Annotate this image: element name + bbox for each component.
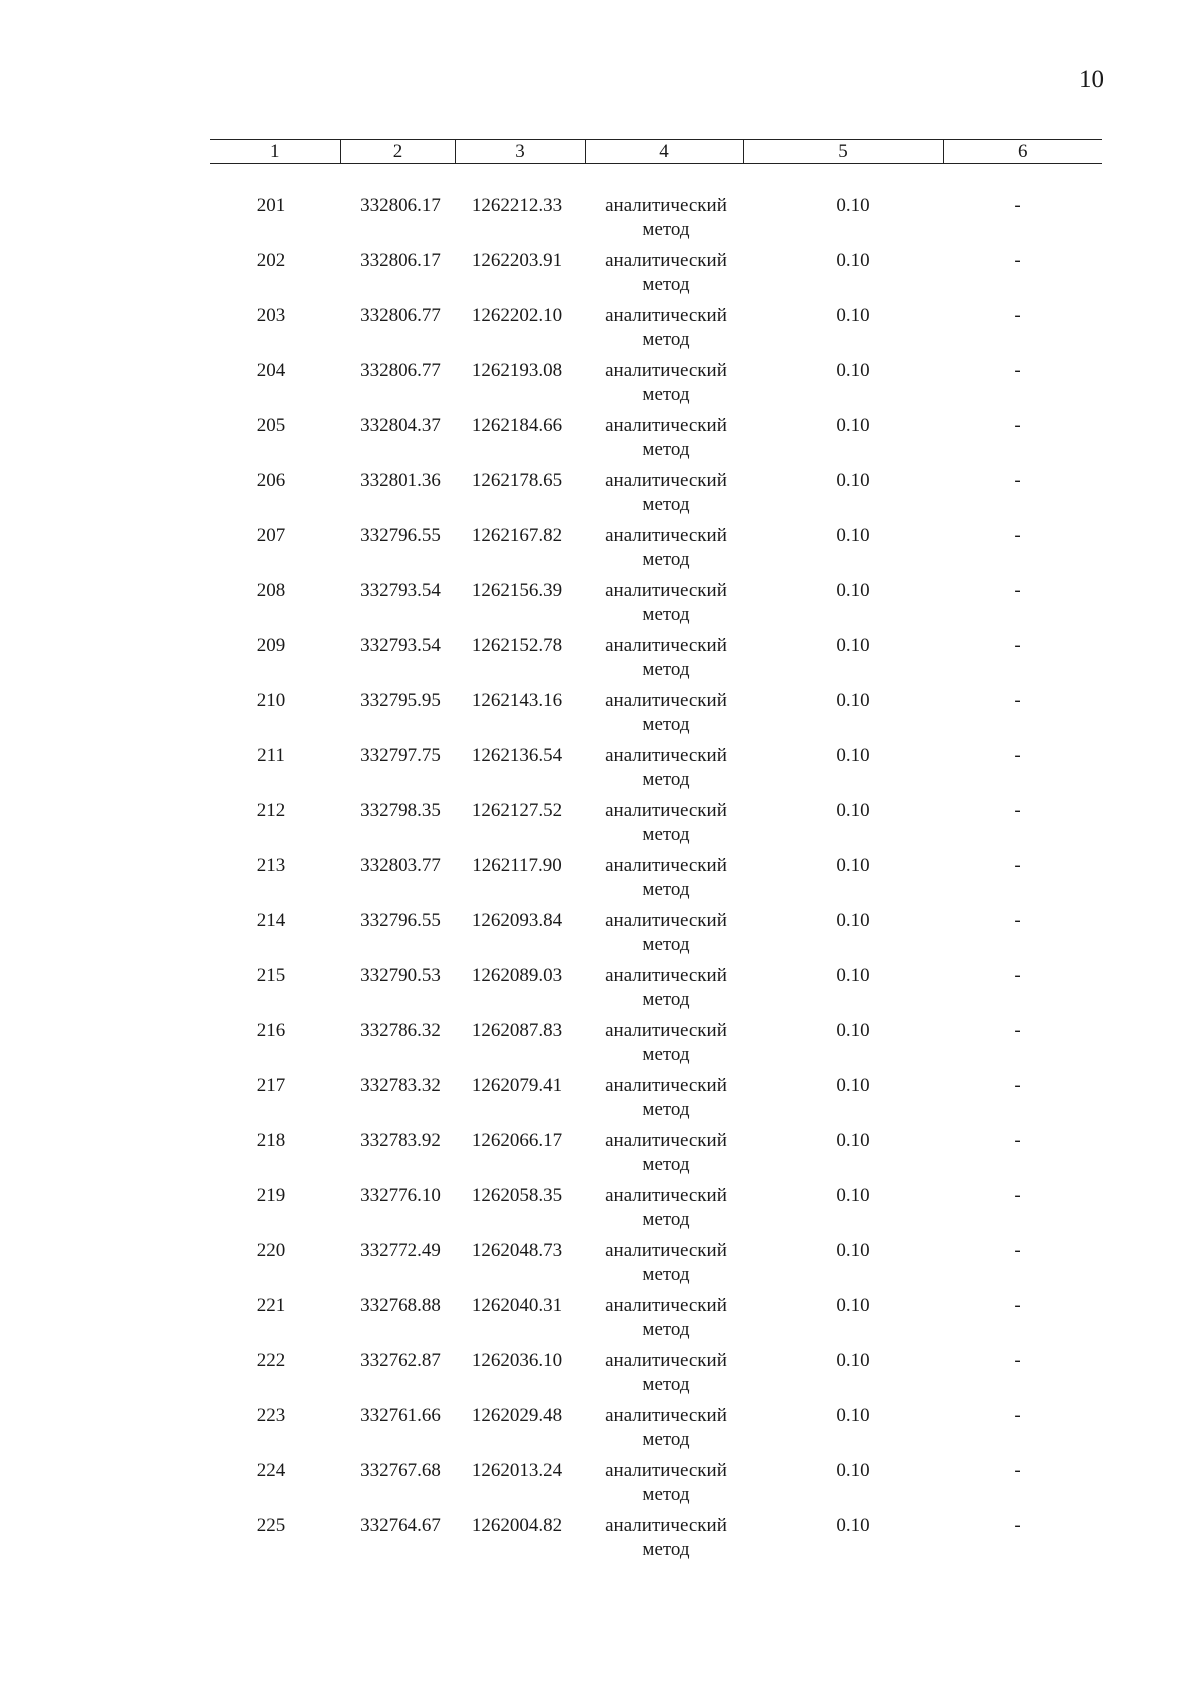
- method-text-line-2: метод: [642, 824, 690, 845]
- note-value: -: [1014, 910, 1021, 931]
- coordinate-y: 1262202.10: [471, 305, 563, 326]
- method-cell: [585, 1349, 743, 1404]
- coordinate-x: 332793.54: [360, 580, 441, 601]
- method-cell: [585, 1184, 743, 1239]
- note-value: -: [1014, 580, 1021, 601]
- column-header-4: 4: [585, 140, 743, 164]
- method-text-line-1: аналитический: [605, 965, 727, 986]
- point-number: 212: [256, 800, 286, 821]
- method-text-line-2: метод: [642, 934, 690, 955]
- table-row: [210, 909, 1102, 964]
- table-row: [210, 744, 1102, 799]
- note-value: -: [1014, 1240, 1021, 1261]
- note-value: -: [1014, 855, 1021, 876]
- coordinate-y: 1262178.65: [471, 470, 563, 491]
- method-text-line-2: метод: [642, 659, 690, 680]
- coordinate-y: 1262048.73: [471, 1240, 563, 1261]
- table-row: [210, 1294, 1102, 1349]
- method-cell: [585, 249, 743, 304]
- method-text-line-2: метод: [642, 439, 690, 460]
- coordinate-y: 1262058.35: [471, 1185, 563, 1206]
- coordinate-y: 1262203.91: [471, 250, 563, 271]
- method-cell: [585, 1294, 743, 1349]
- note-value: -: [1014, 415, 1021, 436]
- coordinate-y: 1262143.16: [471, 690, 563, 711]
- point-number: 220: [256, 1240, 286, 1261]
- method-cell: [585, 1019, 743, 1074]
- coordinate-y: 1262152.78: [471, 635, 563, 656]
- note-value: -: [1014, 745, 1021, 766]
- method-cell: [585, 524, 743, 579]
- method-cell: [585, 854, 743, 909]
- note-value: -: [1014, 1185, 1021, 1206]
- method-text-line-1: аналитический: [605, 525, 727, 546]
- coordinates-table: [210, 139, 1102, 1569]
- coordinate-x: 332806.77: [360, 360, 441, 381]
- point-number: 216: [256, 1020, 286, 1041]
- note-value: -: [1014, 965, 1021, 986]
- method-text-line-2: метод: [642, 1044, 690, 1065]
- method-text-line-2: метод: [642, 604, 690, 625]
- point-number: 208: [256, 580, 286, 601]
- method-text-line-1: аналитический: [605, 195, 727, 216]
- table-row: [210, 799, 1102, 854]
- table-row: [210, 689, 1102, 744]
- method-cell: [585, 1074, 743, 1129]
- method-text-line-1: аналитический: [605, 415, 727, 436]
- coordinate-x: 332790.53: [360, 965, 441, 986]
- accuracy-value: 0.10: [836, 965, 870, 986]
- method-text-line-2: метод: [642, 989, 690, 1010]
- method-cell: [585, 1404, 743, 1459]
- table-row: [210, 1129, 1102, 1184]
- method-text-line-1: аналитический: [605, 1130, 727, 1151]
- coordinate-x: 332776.10: [360, 1185, 441, 1206]
- column-header-5: 5: [743, 140, 943, 164]
- method-text-line-1: аналитический: [605, 1075, 727, 1096]
- note-value: -: [1014, 690, 1021, 711]
- point-number: 206: [256, 470, 286, 491]
- accuracy-value: 0.10: [836, 1460, 870, 1481]
- method-text-line-1: аналитический: [605, 470, 727, 491]
- point-number: 218: [256, 1130, 286, 1151]
- note-value: -: [1014, 1075, 1021, 1096]
- table-row: [210, 854, 1102, 909]
- accuracy-value: 0.10: [836, 195, 870, 216]
- method-cell: [585, 1514, 743, 1569]
- method-cell: [585, 744, 743, 799]
- method-text-line-2: метод: [642, 219, 690, 240]
- method-text-line-1: аналитический: [605, 305, 727, 326]
- accuracy-value: 0.10: [836, 800, 870, 821]
- method-text-line-1: аналитический: [605, 855, 727, 876]
- accuracy-value: 0.10: [836, 1405, 870, 1426]
- method-cell: [585, 414, 743, 469]
- coordinate-y: 1262079.41: [471, 1075, 563, 1096]
- coordinate-y: 1262029.48: [471, 1405, 563, 1426]
- method-text-line-2: метод: [642, 1099, 690, 1120]
- accuracy-value: 0.10: [836, 470, 870, 491]
- coordinate-x: 332806.17: [360, 250, 441, 271]
- point-number: 222: [256, 1350, 286, 1371]
- accuracy-value: 0.10: [836, 855, 870, 876]
- note-value: -: [1014, 800, 1021, 821]
- method-cell: [585, 194, 743, 249]
- coordinate-x: 332806.17: [360, 195, 441, 216]
- method-cell: [585, 579, 743, 634]
- method-text-line-2: метод: [642, 769, 690, 790]
- coordinate-x: 332793.54: [360, 635, 441, 656]
- method-text-line-1: аналитический: [605, 1295, 727, 1316]
- point-number: 209: [256, 635, 286, 656]
- accuracy-value: 0.10: [836, 1020, 870, 1041]
- table-row: [210, 1459, 1102, 1514]
- coordinate-x: 332762.87: [360, 1350, 441, 1371]
- method-text-line-1: аналитический: [605, 1020, 727, 1041]
- accuracy-value: 0.10: [836, 360, 870, 381]
- method-cell: [585, 634, 743, 689]
- accuracy-value: 0.10: [836, 745, 870, 766]
- coordinate-y: 1262167.82: [471, 525, 563, 546]
- accuracy-value: 0.10: [836, 580, 870, 601]
- table-row: [210, 304, 1102, 359]
- method-text-line-2: метод: [642, 1154, 690, 1175]
- table-row: [210, 249, 1102, 304]
- coordinate-x: 332803.77: [360, 855, 441, 876]
- accuracy-value: 0.10: [836, 910, 870, 931]
- method-text-line-2: метод: [642, 1484, 690, 1505]
- table-row: [210, 1074, 1102, 1129]
- accuracy-value: 0.10: [836, 1130, 870, 1151]
- point-number: 207: [256, 525, 286, 546]
- method-text-line-2: метод: [642, 274, 690, 295]
- method-text-line-2: метод: [642, 384, 690, 405]
- table-row: [210, 1404, 1102, 1459]
- coordinate-x: 332783.92: [360, 1130, 441, 1151]
- accuracy-value: 0.10: [836, 1295, 870, 1316]
- method-text-line-1: аналитический: [605, 1350, 727, 1371]
- note-value: -: [1014, 525, 1021, 546]
- table-row: [210, 1019, 1102, 1074]
- accuracy-value: 0.10: [836, 525, 870, 546]
- method-text-line-1: аналитический: [605, 250, 727, 271]
- table-row: [210, 1239, 1102, 1294]
- point-number: 217: [256, 1075, 286, 1096]
- coordinate-y: 1262013.24: [471, 1460, 563, 1481]
- coordinate-y: 1262156.39: [471, 580, 563, 601]
- coordinate-y: 1262040.31: [471, 1295, 563, 1316]
- table-row: [210, 194, 1102, 249]
- coordinate-x: 332801.36: [360, 470, 441, 491]
- table-row: [210, 359, 1102, 414]
- method-cell: [585, 469, 743, 524]
- accuracy-value: 0.10: [836, 1185, 870, 1206]
- column-header-3: 3: [455, 140, 585, 164]
- coordinate-x: 332764.67: [360, 1515, 441, 1536]
- method-text-line-1: аналитический: [605, 360, 727, 381]
- note-value: -: [1014, 360, 1021, 381]
- point-number: 205: [256, 415, 286, 436]
- note-value: -: [1014, 195, 1021, 216]
- method-text-line-1: аналитический: [605, 635, 727, 656]
- method-text-line-1: аналитический: [605, 745, 727, 766]
- note-value: -: [1014, 1130, 1021, 1151]
- method-cell: [585, 909, 743, 964]
- point-number: 211: [257, 745, 285, 766]
- table-header: [210, 140, 1102, 164]
- method-text-line-1: аналитический: [605, 690, 727, 711]
- method-text-line-1: аналитический: [605, 1460, 727, 1481]
- coordinate-x: 332798.35: [360, 800, 441, 821]
- coordinate-y: 1262066.17: [471, 1130, 563, 1151]
- method-text-line-2: метод: [642, 1429, 690, 1450]
- accuracy-value: 0.10: [836, 305, 870, 326]
- method-cell: [585, 1129, 743, 1184]
- table-row: [210, 469, 1102, 524]
- point-number: 215: [256, 965, 286, 986]
- coordinate-y: 1262004.82: [471, 1515, 563, 1536]
- method-text-line-2: метод: [642, 879, 690, 900]
- coordinate-x: 332797.75: [360, 745, 441, 766]
- table-row: [210, 579, 1102, 634]
- method-text-line-2: метод: [642, 549, 690, 570]
- method-text-line-2: метод: [642, 1539, 690, 1560]
- method-text-line-2: метод: [642, 714, 690, 735]
- method-text-line-2: метод: [642, 1374, 690, 1395]
- accuracy-value: 0.10: [836, 250, 870, 271]
- method-cell: [585, 1459, 743, 1514]
- method-text-line-1: аналитический: [605, 1185, 727, 1206]
- note-value: -: [1014, 1295, 1021, 1316]
- note-value: -: [1014, 1460, 1021, 1481]
- coordinate-y: 1262117.90: [472, 855, 562, 876]
- table-row: [210, 524, 1102, 579]
- method-cell: [585, 359, 743, 414]
- coordinate-y: 1262087.83: [471, 1020, 563, 1041]
- coordinate-y: 1262212.33: [471, 195, 563, 216]
- coordinate-y: 1262184.66: [471, 415, 563, 436]
- coordinate-x: 332768.88: [360, 1295, 441, 1316]
- note-value: -: [1014, 1515, 1021, 1536]
- coordinate-x: 332796.55: [360, 910, 441, 931]
- coordinate-x: 332767.68: [360, 1460, 441, 1481]
- coordinate-x: 332806.77: [360, 305, 441, 326]
- table-row: [210, 1184, 1102, 1239]
- column-header-6: 6: [943, 140, 1102, 164]
- method-text-line-1: аналитический: [605, 800, 727, 821]
- table-row: [210, 1349, 1102, 1404]
- note-value: -: [1014, 1020, 1021, 1041]
- coordinate-y: 1262193.08: [471, 360, 563, 381]
- note-value: -: [1014, 470, 1021, 491]
- accuracy-value: 0.10: [836, 1075, 870, 1096]
- point-number: 225: [256, 1515, 286, 1536]
- point-number: 221: [256, 1295, 286, 1316]
- accuracy-value: 0.10: [836, 415, 870, 436]
- coordinate-y: 1262036.10: [471, 1350, 563, 1371]
- method-text-line-1: аналитический: [605, 1405, 727, 1426]
- coordinate-x: 332783.32: [360, 1075, 441, 1096]
- note-value: -: [1014, 1350, 1021, 1371]
- accuracy-value: 0.10: [836, 690, 870, 711]
- method-cell: [585, 1239, 743, 1294]
- method-cell: [585, 304, 743, 359]
- method-cell: [585, 799, 743, 854]
- method-cell: [585, 689, 743, 744]
- point-number: 202: [256, 250, 286, 271]
- point-number: 213: [256, 855, 286, 876]
- coordinate-x: 332804.37: [360, 415, 441, 436]
- point-number: 203: [256, 305, 286, 326]
- column-header-1: 1: [210, 140, 340, 164]
- method-text-line-1: аналитический: [605, 580, 727, 601]
- coordinate-x: 332786.32: [360, 1020, 441, 1041]
- table-row: [210, 414, 1102, 469]
- method-text-line-1: аналитический: [605, 1240, 727, 1261]
- note-value: -: [1014, 1405, 1021, 1426]
- method-text-line-2: метод: [642, 329, 690, 350]
- method-text-line-1: аналитический: [605, 1515, 727, 1536]
- coordinate-x: 332772.49: [360, 1240, 441, 1261]
- note-value: -: [1014, 305, 1021, 326]
- note-value: -: [1014, 635, 1021, 656]
- point-number: 214: [256, 910, 286, 931]
- page-number: 10: [1079, 66, 1104, 93]
- method-text-line-2: метод: [642, 1209, 690, 1230]
- accuracy-value: 0.10: [836, 635, 870, 656]
- note-value: -: [1014, 250, 1021, 271]
- coordinate-y: 1262089.03: [471, 965, 563, 986]
- table-row: [210, 964, 1102, 1019]
- table-body: [210, 194, 1102, 1569]
- point-number: 219: [256, 1185, 286, 1206]
- method-text-line-2: метод: [642, 1264, 690, 1285]
- table-row: [210, 634, 1102, 689]
- point-number: 210: [256, 690, 286, 711]
- coordinate-y: 1262136.54: [471, 745, 563, 766]
- point-number: 204: [256, 360, 286, 381]
- method-text-line-2: метод: [642, 494, 690, 515]
- point-number: 201: [256, 195, 286, 216]
- table-row: [210, 1514, 1102, 1569]
- point-number: 223: [256, 1405, 286, 1426]
- method-text-line-1: аналитический: [605, 910, 727, 931]
- point-number: 224: [256, 1460, 286, 1481]
- coordinate-x: 332795.95: [360, 690, 441, 711]
- column-header-2: 2: [340, 140, 455, 164]
- accuracy-value: 0.10: [836, 1240, 870, 1261]
- coordinate-y: 1262093.84: [471, 910, 563, 931]
- accuracy-value: 0.10: [836, 1350, 870, 1371]
- coordinate-x: 332761.66: [360, 1405, 441, 1426]
- method-text-line-2: метод: [642, 1319, 690, 1340]
- coordinate-x: 332796.55: [360, 525, 441, 546]
- accuracy-value: 0.10: [836, 1515, 870, 1536]
- method-cell: [585, 964, 743, 1019]
- coordinate-y: 1262127.52: [471, 800, 563, 821]
